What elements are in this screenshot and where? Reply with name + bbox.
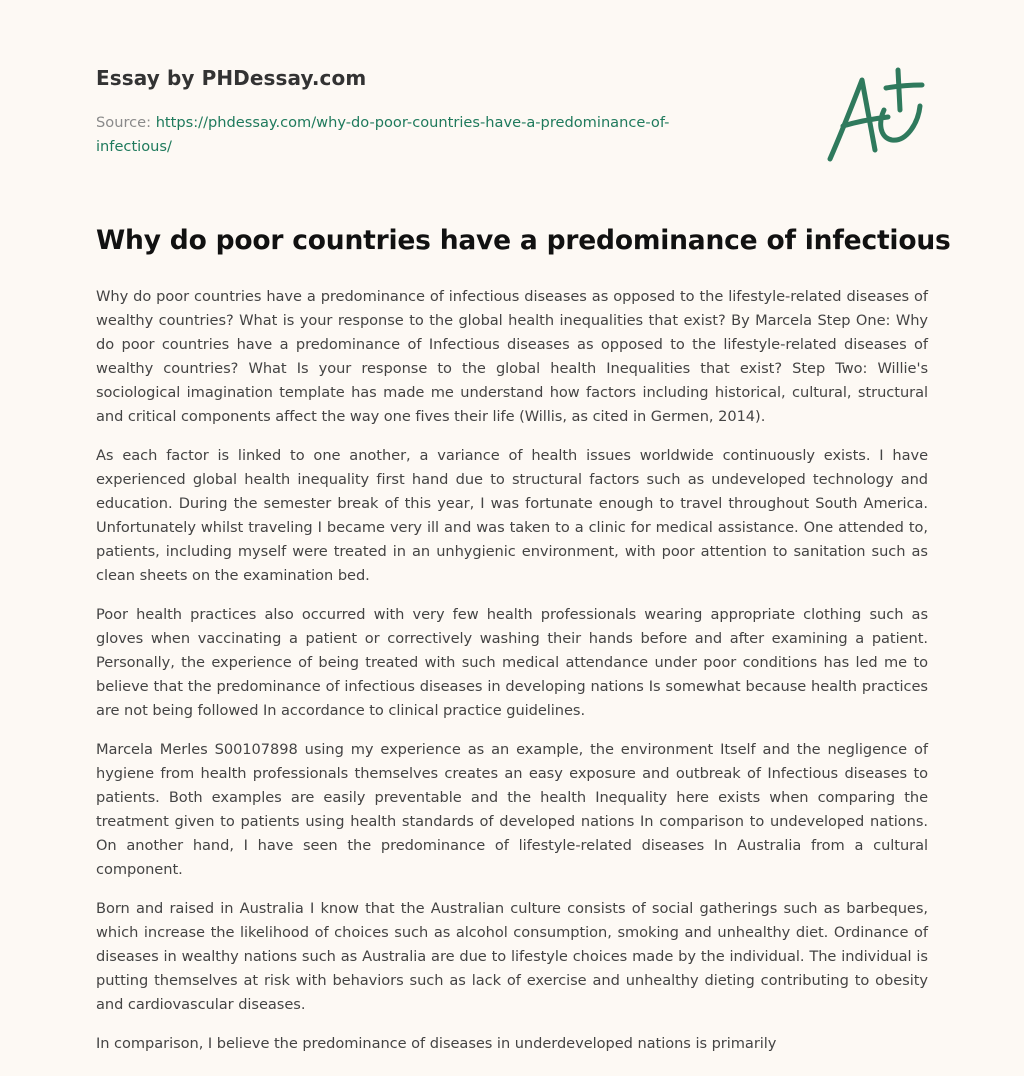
essay-title: Why do poor countries have a predominance of infectious <box>96 225 951 256</box>
a-plus-logo-svg <box>818 66 930 166</box>
essay-paragraph: Born and raised in Australia I know that the Australian culture consists of social gatherings such as barbeques, which increase the likelihood of choices such as alcohol consumption, smoking and unhealthy diet. Ordinance of diseases in wealthy nations such as Australia are due to lifestyle choices made by the individual. The individual is putting themselves at risk with behaviors such as lack of exercise and unhealthy dieting contributing to obesity and cardiovascular diseases. <box>96 900 928 1013</box>
essay-body <box>96 285 928 1071</box>
essay-paragraph: As each factor is linked to one another, a variance of health issues worldwide continuously exists. I have experienced global health inequality first hand due to structural factors such as undeveloped technology and education. During the semester break of this year, I was fortunate enough to travel throughout South America. Unfortunately whilst traveling I became very ill and was taken to a clinic for medical assistance. One attended to, patients, including myself were treated in an unhygienic environment, with poor attention to sanitation such as clean sheets on the examination bed. <box>96 447 928 584</box>
a-plus-grade-icon <box>818 66 930 166</box>
essay-paragraph: Marcela Merles S00107898 using my experience as an example, the environment Itself and the negligence of hygiene from health professionals themselves creates an easy exposure and outbreak of Infectious diseases to patients. Both examples are easily preventable and the health Inequality here exists when comparing the treatment given to patients using health standards of developed nations In comparison to undeveloped nations. On another hand, I have seen the predominance of lifestyle-related diseases In Australia from a cultural component. <box>96 741 928 878</box>
essay-paragraph: Poor health practices also occurred with very few health professionals wearing appropriate clothing such as gloves when vaccinating a patient or correctively washing their hands before and after examining a patient. Personally, the experience of being treated with such medical attendance under poor conditions has led me to believe that the predominance of infectious diseases in developing nations Is somewhat because health practices are not being followed In accordance to clinical practice guidelines. <box>96 606 928 719</box>
site-brand-title: Essay by PHDessay.com <box>96 66 367 90</box>
source-label: Source: <box>96 114 152 131</box>
essay-paragraph: In comparison, I believe the predominance of diseases in underdeveloped nations is primarily <box>96 1035 777 1052</box>
source-link[interactable]: https://phdessay.com/why-do-poor-countries-have-a-predominance-of-infectious/ <box>96 114 670 155</box>
essay-paragraph: Why do poor countries have a predominance of infectious diseases as opposed to the lifestyle-related diseases of wealthy countries? What is your response to the global health inequalities that exist? By Marcela Step One: Why do poor countries have a predominance of Infectious diseases as opposed to the lifestyle-related diseases of wealthy countries? What Is your response to the global health Inequalities that exist? Step Two: Willie's sociological imagination template has made me understand how factors including historical, cultural, structural and critical components affect the way one fives their life (Willis, as cited in Germen, 2014). <box>96 288 928 425</box>
source-line <box>96 111 736 159</box>
